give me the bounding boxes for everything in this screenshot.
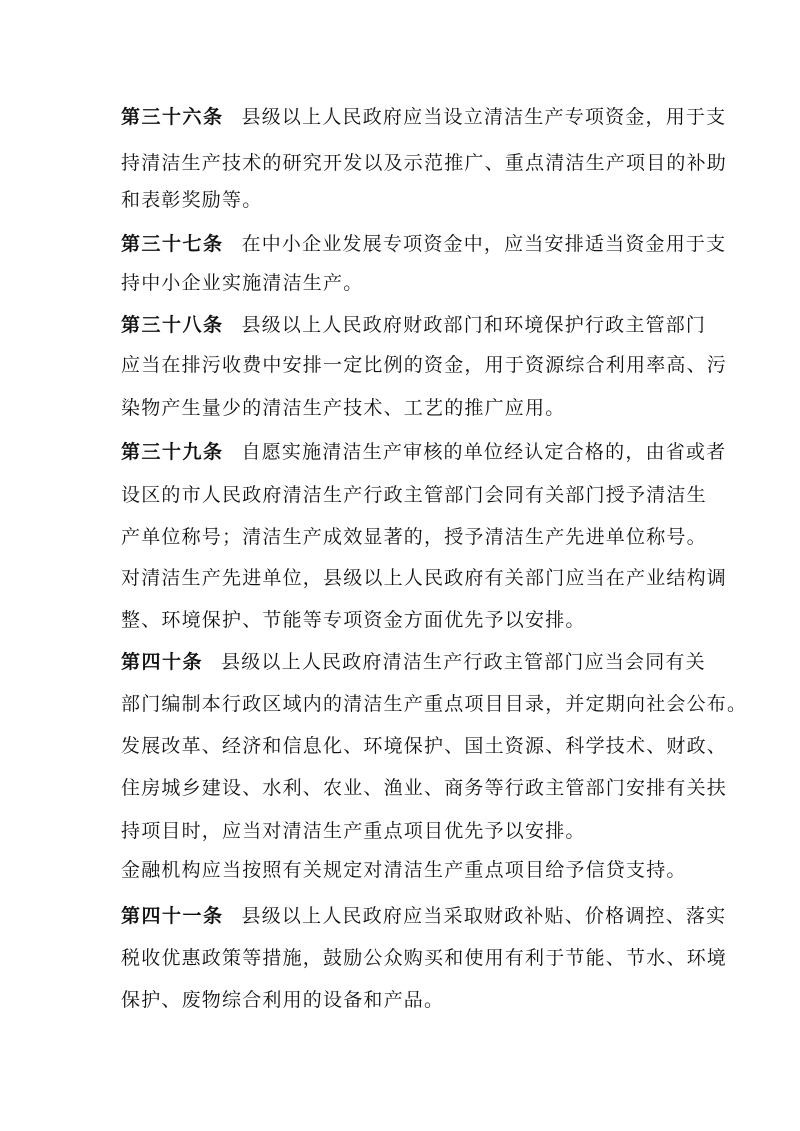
article-40-line-2 — [121, 692, 747, 716]
article-text: 和表彰奖励等。 — [121, 189, 263, 211]
article-38-line-2 — [121, 353, 727, 377]
article-40-line-4 — [121, 776, 727, 800]
article-text: 发展改革、经济和信息化、环境保护、国土资源、科学技术、财政、 — [121, 735, 728, 757]
article-text: 染物产生量少的清洁生产技术、工艺的推广应用。 — [121, 397, 566, 419]
article-text: 住房城乡建设、水利、农业、渔业、商务等行政主管部门安排有关扶 — [121, 777, 728, 799]
article-text: 县级以上人民政府应当采取财政补贴、价格调控、落实 — [241, 905, 727, 927]
article-number: 第三十九条 — [121, 441, 224, 463]
article-39-line-5 — [121, 608, 586, 632]
article-number: 第三十八条 — [121, 314, 224, 336]
article-39-line-1 — [121, 440, 726, 464]
article-text: 持清洁生产技术的研究开发以及示范推广、重点清洁生产项目的补助 — [121, 152, 728, 174]
article-36-line-1 — [121, 105, 726, 129]
article-text: 税收优惠政策等措施，鼓励公众购买和使用有利于节能、节水、环境 — [121, 947, 728, 969]
article-text: 县级以上人民政府应当设立清洁生产专项资金，用于支 — [241, 106, 727, 128]
article-text: 金融机构应当按照有关规定对清洁生产重点项目给予信贷支持。 — [121, 859, 687, 881]
article-text: 整、环境保护、节能等专项资金方面优先予以安排。 — [121, 609, 586, 631]
article-text: 持项目时，应当对清洁生产重点项目优先予以安排。 — [121, 820, 586, 842]
article-41-line-3 — [121, 988, 444, 1012]
article-37-line-1 — [121, 232, 726, 256]
article-text: 产单位称号；清洁生产成效显著的，授予清洁生产先进单位称号。 — [121, 526, 707, 548]
article-text: 保护、废物综合利用的设备和产品。 — [121, 989, 445, 1011]
article-40-line-6 — [121, 858, 687, 882]
article-text: 自愿实施清洁生产审核的单位经认定合格的，由省或者 — [241, 441, 727, 463]
article-41-line-1 — [121, 904, 726, 928]
article-39-line-2 — [121, 483, 707, 507]
article-number: 第三十六条 — [121, 106, 224, 128]
article-number: 第三十七条 — [121, 233, 224, 255]
article-40-line-1 — [121, 650, 706, 674]
article-text: 县级以上人民政府财政部门和环境保护行政主管部门 — [241, 314, 707, 336]
article-number: 第四十条 — [121, 651, 204, 673]
article-38-line-1 — [121, 313, 706, 337]
article-text: 在中小企业发展专项资金中，应当安排适当资金用于支 — [241, 233, 727, 255]
article-text: 设区的市人民政府清洁生产行政主管部门会同有关部门授予清洁生 — [121, 484, 707, 506]
article-36-line-2 — [121, 151, 727, 175]
article-text: 县级以上人民政府清洁生产行政主管部门应当会同有关 — [221, 651, 706, 673]
article-text: 应当在排污收费中安排一定比例的资金，用于资源综合利用率高、污 — [121, 354, 728, 376]
article-text: 部门编制本行政区域内的清洁生产重点项目目录，并定期向社会公布。 — [121, 693, 748, 715]
article-36-line-3 — [121, 188, 262, 212]
article-37-line-2 — [121, 271, 363, 295]
article-41-line-2 — [121, 946, 727, 970]
article-40-line-5 — [121, 819, 586, 843]
article-40-line-3 — [121, 734, 727, 758]
article-number: 第四十一条 — [121, 905, 224, 927]
article-39-line-4 — [121, 566, 727, 590]
article-39-line-3 — [121, 525, 707, 549]
article-38-line-3 — [121, 396, 565, 420]
article-text: 持中小企业实施清洁生产。 — [121, 272, 364, 294]
article-text: 对清洁生产先进单位，县级以上人民政府有关部门应当在产业结构调 — [121, 567, 728, 589]
